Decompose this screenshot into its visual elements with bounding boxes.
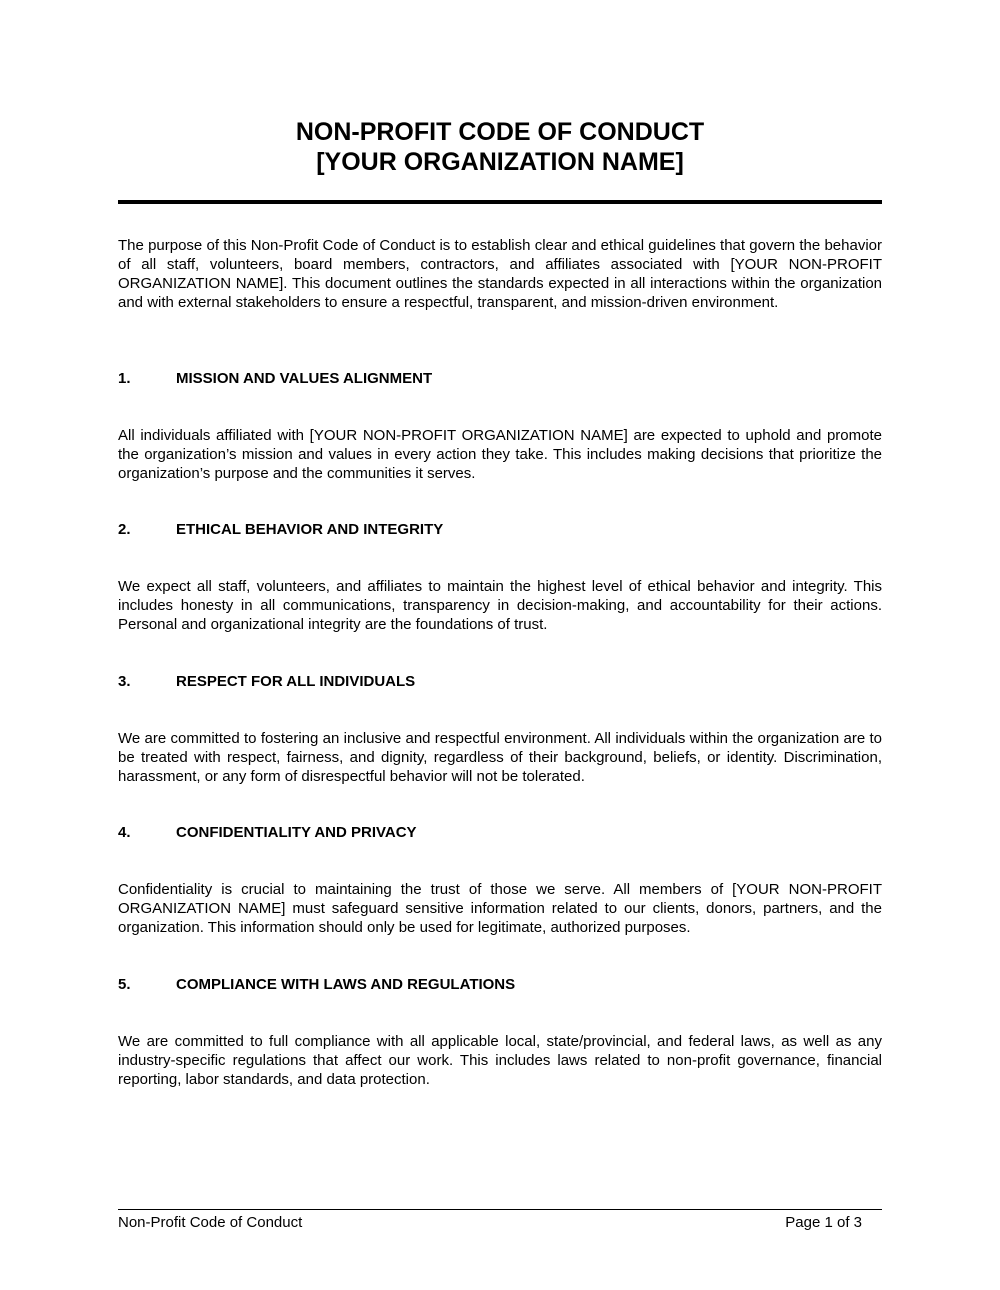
section-number: 3. — [118, 673, 131, 690]
intro-paragraph: The purpose of this Non-Profit Code of Conduct is to establish clear and ethical guidelines that govern the behavior of all staff, volunteers, board members, contractors, and affiliates associated with [YOUR NON-PROFIT ORGANIZATION NAME]. This document outlines the standards expected in all interactions within the organization and with external stakeholders to ensure a respectful, transparent, and mission-driven environment. — [118, 237, 882, 311]
section-number: 1. — [118, 370, 131, 387]
section-heading-2 — [118, 520, 882, 539]
section-title: RESPECT FOR ALL INDIVIDUALS — [176, 673, 416, 690]
section-title: COMPLIANCE WITH LAWS AND REGULATIONS — [176, 976, 516, 993]
section-number: 4. — [118, 824, 131, 841]
section-number: 5. — [118, 976, 131, 993]
section-body-4: Confidentiality is crucial to maintaining the trust of those we serve. All members of [YOUR NON-PROFIT ORGANIZATION NAME] must safeguard sensitive information related to our clients, donors, partners, and the organization. This information should only be used for legitimate, authorized purposes. — [118, 881, 882, 936]
section-body-1: All individuals affiliated with [YOUR NON-PROFIT ORGANIZATION NAME] are expected to uphold and promote the organization’s mission and values in every action they take. This includes making decisions that prioritize the organization’s purpose and the communities it serves. — [118, 427, 882, 482]
section-number: 2. — [118, 521, 131, 538]
section-heading-5 — [118, 975, 882, 994]
section-body-5: We are committed to full compliance with all applicable local, state/provincial, and federal laws, as well as any industry-specific regulations that affect our work. This includes laws related to non-profit governance, financial reporting, labor standards, and data protection. — [118, 1033, 882, 1088]
section-body-3: We are committed to fostering an inclusive and respectful environment. All individuals within the organization are to be treated with respect, fairness, and dignity, regardless of their background, beliefs, or identity. Discrimination, harassment, or any form of disrespectful behavior will not be tolerated. — [118, 730, 882, 785]
section-title: MISSION AND VALUES ALIGNMENT — [176, 370, 433, 387]
title-divider — [118, 200, 882, 204]
section-title: ETHICAL BEHAVIOR AND INTEGRITY — [176, 521, 444, 538]
section-heading-1 — [118, 369, 882, 388]
footer-document-name: Non-Profit Code of Conduct — [118, 1214, 303, 1231]
footer-divider — [118, 1209, 882, 1210]
section-title: CONFIDENTIALITY AND PRIVACY — [176, 824, 417, 841]
section-heading-3 — [118, 672, 882, 691]
section-body-2: We expect all staff, volunteers, and affiliates to maintain the highest level of ethical behavior and integrity. This includes honesty in all communications, transparency in decision-making, and accountability for their actions. Personal and organizational integrity are the foundations of trust. — [118, 578, 882, 633]
document-subtitle: [YOUR ORGANIZATION NAME] — [316, 148, 684, 176]
footer-page-number: Page 1 of 3 — [785, 1214, 862, 1231]
section-heading-4 — [118, 823, 882, 842]
document-title: NON-PROFIT CODE OF CONDUCT — [295, 118, 705, 146]
